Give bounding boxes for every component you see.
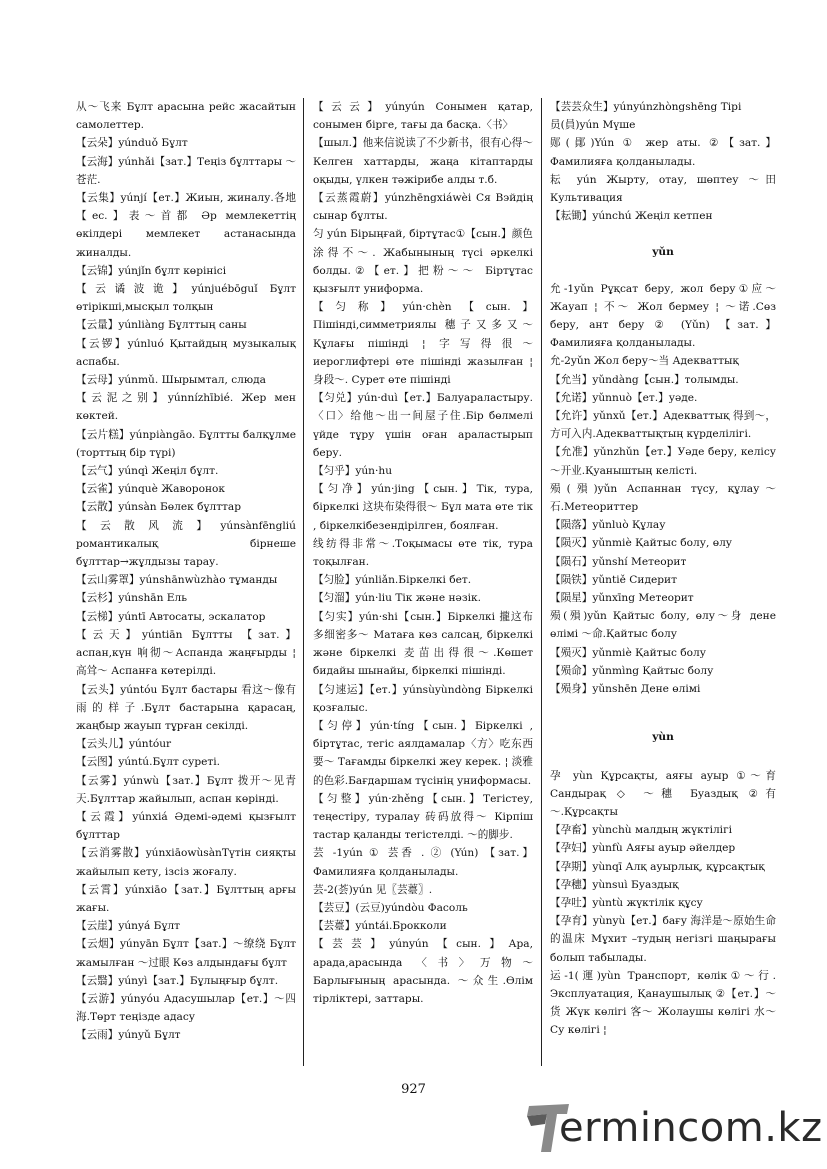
dictionary-entry: 芸 -1yún ① 芸香 . ② (Yún) 【зат.】Фамилияға қолданылады. (313, 847, 533, 878)
dictionary-entry: 从～飞来 Бұлт арасына рейс жасайтын самолеттер. (76, 101, 296, 132)
dictionary-entry: 【云图】yúntú.Бұлт суреті. (76, 756, 221, 769)
dictionary-entry: 殒(殞)yǔn Аспаннан түсу, құлау～石.Метеориттер (550, 482, 776, 514)
dictionary-entry: 【云雀】yúnquè Жаворонок (76, 483, 226, 496)
dictionary-entry: 【云雾】yúnwù【зат.】Бұлт 拨开～见青天.Бұлттар жайылып, аспан көрінді. (76, 774, 296, 805)
dictionary-entry: 【匀脸】yúnliǎn.Біркелкі бет. (313, 574, 472, 587)
dictionary-entry: 【陨铁】yǔntiě Сидерит (550, 573, 677, 586)
dictionary-entry: 【匀实】yún·shi【сын.】Біркелкі 攏这布多细密多～ Матаға көз салсаң, біркелкі және біркелкі 麦苗出得很～.Көшет бидайы шынайы, біркелкі пішінді. (313, 610, 533, 678)
dictionary-entry: 【孕期】yùnqī Алқ ауырлық, құрсақтық (550, 860, 765, 873)
dictionary-entry: 【芸薹】yúntái.Брокколи (313, 920, 447, 933)
column-middle (313, 98, 533, 1068)
dictionary-entry: 【云云】yúnyún Сонымен қатар, сонымен бірге, тағы да басқа.〈书〉 (313, 101, 533, 132)
dictionary-entry: 殒(殞)yǔn Қайтыс болу, өлу～身 дене өлімі ～命.Қайтыс болу (550, 610, 776, 641)
dictionary-entry: 线纺得非常～.Тоқымасы өте тік, тура тоқылған. (313, 537, 533, 569)
dictionary-entry: 【陨石】yǔnshí Метеорит (550, 555, 687, 568)
dictionary-entry: 匀 yún Бірыңғай, біртұтас①【сын.】颜色涂得不～. Жабынының түсі әркелкі болды.②【ет.】把粉～～ Біртұтас қызғылт униформа. (313, 228, 533, 296)
logo-text: ermincom.kz (559, 1105, 823, 1151)
dictionary-entry: 【匀整】yún·zhěng【сын.】Тегістеу, теңестіру, туралау 砖码放得～ Кірпіш тастар қаланды тегістелді. ～的脚步. (313, 792, 533, 842)
dictionary-entry: 郧(鄖)Yún ① жер аты. ②【зат.】Фамилияға қолданылады. (550, 137, 776, 168)
dictionary-entry: 【云天】yúntiān Бұлтты 【зат.】аспан,күн 响彻～Аспанда жаңғырды ¦ 高耸～ Аспанға көтерілді. (76, 628, 296, 678)
dictionary-entry: 【匀称】yún·chèn【сын.】Пішінді,симметриялы 穗子又多又～ Құлағы пішінді ¦ 字写得很～ иероглифтері өте пішінді жазылған ¦ 身段～. Сурет өте пішінді (313, 301, 533, 387)
dictionary-entry: 【云谲波诡】yúnjuébōguǐ Бұлт өтірікші,мысқыл толқын (76, 283, 296, 314)
entries-yun-rising (550, 98, 776, 225)
dictionary-entry: 【云锦】yúnjǐn бұлт көрінісі (76, 264, 227, 277)
column-right (550, 98, 776, 1068)
dictionary-entry: 【陨落】yǔnluò Құлау (550, 519, 666, 532)
entries-yun-fourth-tone (550, 767, 776, 1040)
dictionary-entry: 【孕妇】yùnfù Аяғы ауыр әйелдер (550, 842, 736, 855)
dictionary-entry: 【云散风流】yúnsànfēngliú романтикалық бірнеше бұлттар→жұлдызы тарау. (76, 519, 296, 569)
dictionary-entry: 【孕吐】yùntù жүктілік құсу (550, 896, 703, 909)
dictionary-entry: 【云梯】yúntī Автосаты, эскалатор (76, 610, 266, 623)
dictionary-entry: 【云杉】yúnshān Ель (76, 592, 188, 605)
dictionary-entry: 【芸芸众生】yúnyúnzhòngshēng Тірі (550, 101, 742, 113)
dictionary-entry: 【匀速运】【ет.】yúnsùyùndòng Біркелкі қозғалыс. (313, 683, 533, 714)
dictionary-entry: 【云集】yúnjí【ет.】Жиын, жиналу.各地【ес.】表～首都 Әр мемлекеттің өкілдері мемлекет астанасында жиналды. (76, 192, 296, 259)
dictionary-entry: 孕 yùn Құрсақты, аяғы ауыр ①～育 Сандырақ ◇ ～穗 Буаздық ②有～.Құрсақты (550, 769, 776, 818)
dictionary-entry: 【允许】yǔnxǔ【ет.】Адекваттық 得到～，方可入内.Адекваттықтың күрделілігі. (550, 410, 776, 441)
dictionary-entry: 【孕穗】yùnsuì Буаздық (550, 878, 679, 891)
dictionary-entry: 【云母】yúnmǔ. Шырымтал, слюда (76, 374, 266, 387)
dictionary-entry: 【云朵】yúnduǒ Бұлт (76, 137, 188, 150)
dictionary-entry: 【允诺】yǔnnuò【ет.】уәде. (550, 391, 698, 404)
dictionary-entry: 【匀停】yún·tíng【сын.】Біркелкі , біртұтас, тегіс аялдамалар〈方〉吃东西要～ Тағамды біркелкі жеу керек. ¦ 淡雅的色彩.Бағдаршам түсінің униформасы. (313, 719, 533, 787)
dictionary-entry: 【允准】yǔnzhǔn【ет.】Уәде беру, келісу～开业.Қуаныштың келісті. (550, 446, 776, 477)
dictionary-entry: 【允当】yǔndàng【сын.】толымды. (550, 373, 739, 386)
dictionary-entry: 【云锣】yúnluó Қытайдың музыкалық аспабы. (76, 337, 296, 368)
dictionary-entry: 【陨星】yǔnxīng Метеорит (550, 592, 694, 605)
entries-yun-third-tone (550, 280, 776, 699)
dictionary-entry: 【云消雾散】yúnxiāowùsànТүтін сияқты жайылып кету, ізсіз жоғалу. (76, 847, 296, 878)
dictionary-entry: 芸-2(荟)yún 见〖芸薹〗. (313, 883, 433, 896)
dictionary-entry: 【匀净】yún·jing【сын.】Тік, тура, біркелкі 这块布染得很～ Бұл мата өте тік , біркелкібезендірілген, боялған. (313, 483, 533, 532)
dictionary-entry: 【шыл.】他来信说读了不少新书，很有心得～ Келген хаттарды, жаңа кітаптарды оқыды, үлкен тәжірибе алды т.б. (313, 137, 533, 186)
dictionary-entry: 【殒灭】yǔnmiè Қайтыс болу (550, 646, 706, 659)
dictionary-entry: 【云霞】yúnxiá Әдемі-әдемі қызғылт бұлттар (76, 810, 296, 842)
column-left (76, 98, 296, 1068)
dictionary-entry: 【云游】yúnyóu Адасушылар【ет.】～四海.Төрт теңізде адасу (76, 992, 296, 1024)
dictionary-entry: 运-1(運)yùn Транспорт, көлік①～行. Эксплуатация, Қанаушылық ②【ет.】～货 Жүк көлігі 客～ Жолаушы көлігі 水～ Су көлігі ¦ (550, 969, 776, 1037)
column-divider-left (303, 98, 304, 1066)
dictionary-entry: 允-1yǔn Рұқсат беру, жол беру①应～Жауап ¦ 不～ Жол бермеу ¦ ～诺.Сөз беру, ант беру ② (Yǔn) 【зат.】Фамилияға қолданылады. (550, 282, 776, 350)
dictionary-entry: 【云泥之别】yúnnízhībié. Жер мен көктей. (76, 392, 296, 423)
dictionary-entry: 【云雨】yúnyǔ Бұлт (76, 1029, 181, 1042)
dictionary-entry: 【云翳】yúnyì【зат.】Бұлыңғыр бұлт. (76, 974, 279, 987)
page-number: 927 (401, 1082, 426, 1097)
dictionary-entry: 【云头儿】yúntóur (76, 738, 172, 751)
section-heading-yun-fourth-tone: yùn (652, 731, 674, 744)
section-heading-yun-third-tone: yǔn (652, 246, 674, 259)
dictionary-entry: 耘 yún Жырту, отау, шөптеу ～田 Культивация (550, 173, 776, 205)
dictionary-entry: 【陨灭】yǔnmiè Қайтыс болу, өлу (550, 537, 733, 550)
dictionary-entry: 【殒身】yǔnshēn Дене өлімі (550, 683, 701, 696)
dictionary-entry: 【云量】yúnliàng Бұлттың саны (76, 319, 247, 332)
dictionary-entry: 【云海】yúnhǎi【зат.】Теңіз бұлттары ～苍茫. (76, 155, 296, 186)
dictionary-entry: 【云散】yúnsàn Бөлек бұлттар (76, 501, 242, 514)
dictionary-entry: 【云片糕】yúnpiàngāo. Бұлтты балқұлме (торттың бір түрі) (76, 428, 296, 459)
dictionary-entry: 【云气】yúnqì Жеңіл бұлт. (76, 465, 219, 478)
dictionary-entry: 【孕育】yùnyù【ет.】бағу 海洋是～原始生命的温床 Мұхит –тудың негізгі шаңырағы болып табылады. (550, 915, 776, 964)
dictionary-entry: 【孕畜】yùnchù малдың жүктілігі (550, 824, 733, 837)
dictionary-entry: 【匀乎】yún·hu (313, 465, 393, 478)
dictionary-entry: 【云蒸霞蔚】yúnzhēngxiáwèi Ся Вэйдің сынар бұлты. (313, 192, 533, 223)
dictionary-entry: 【芸芸】yúnyún【сын.】Ара, арада,арасында 〈书〉万物～ Барлығының арасында. ～众生.Өлім тірліктері, заттары. (313, 938, 533, 1005)
dictionary-entry: 【耘锄】yúnchú Жеңіл кетпен (550, 210, 713, 223)
column-divider-right (541, 98, 542, 1066)
dictionary-entry: 【云山雾罩】yúnshānwùzhào тұманды (76, 574, 278, 587)
dictionary-entry: 【云烟】yúnyān Бұлт【зат.】～缭绕 Бұлт жамылған ～过眼 Көз алдындағы бұлт (76, 938, 296, 969)
dictionary-entry: 【匀溜】yún·liu Тік және нәзік. (313, 592, 481, 605)
dictionary-entry: 【云崖】yúnyá Бұлт (76, 920, 181, 933)
site-logo[interactable] (527, 1098, 823, 1156)
dictionary-entry: 【匀兑】yún·duì【ет.】Балуарaластыру.〈口〉给他～出一间屋子住.Бір бөлмелі үйде тұру үшін оған араластырып беру. (313, 392, 533, 459)
dictionary-entry: 【芸豆】(云豆)yúndòu Фасоль (313, 901, 468, 914)
dictionary-entry: 允-2yǔn Жол беру～当 Адекваттық (550, 355, 739, 368)
dictionary-entry: 【云霄】yúnxiāo【зат.】Бұлттың арғы жағы. (76, 883, 296, 914)
dictionary-entry: 员(員)yún Мүше (550, 119, 636, 132)
dictionary-entry: 【殒命】yǔnmìng Қайтыс болу (550, 664, 714, 677)
dictionary-entry: 【云头】yúntóu Бұлт бастары 看这～像有雨的样子.Бұлт бастарына қарасаң, жаңбыр жауып тұрған секілді. (76, 683, 296, 732)
